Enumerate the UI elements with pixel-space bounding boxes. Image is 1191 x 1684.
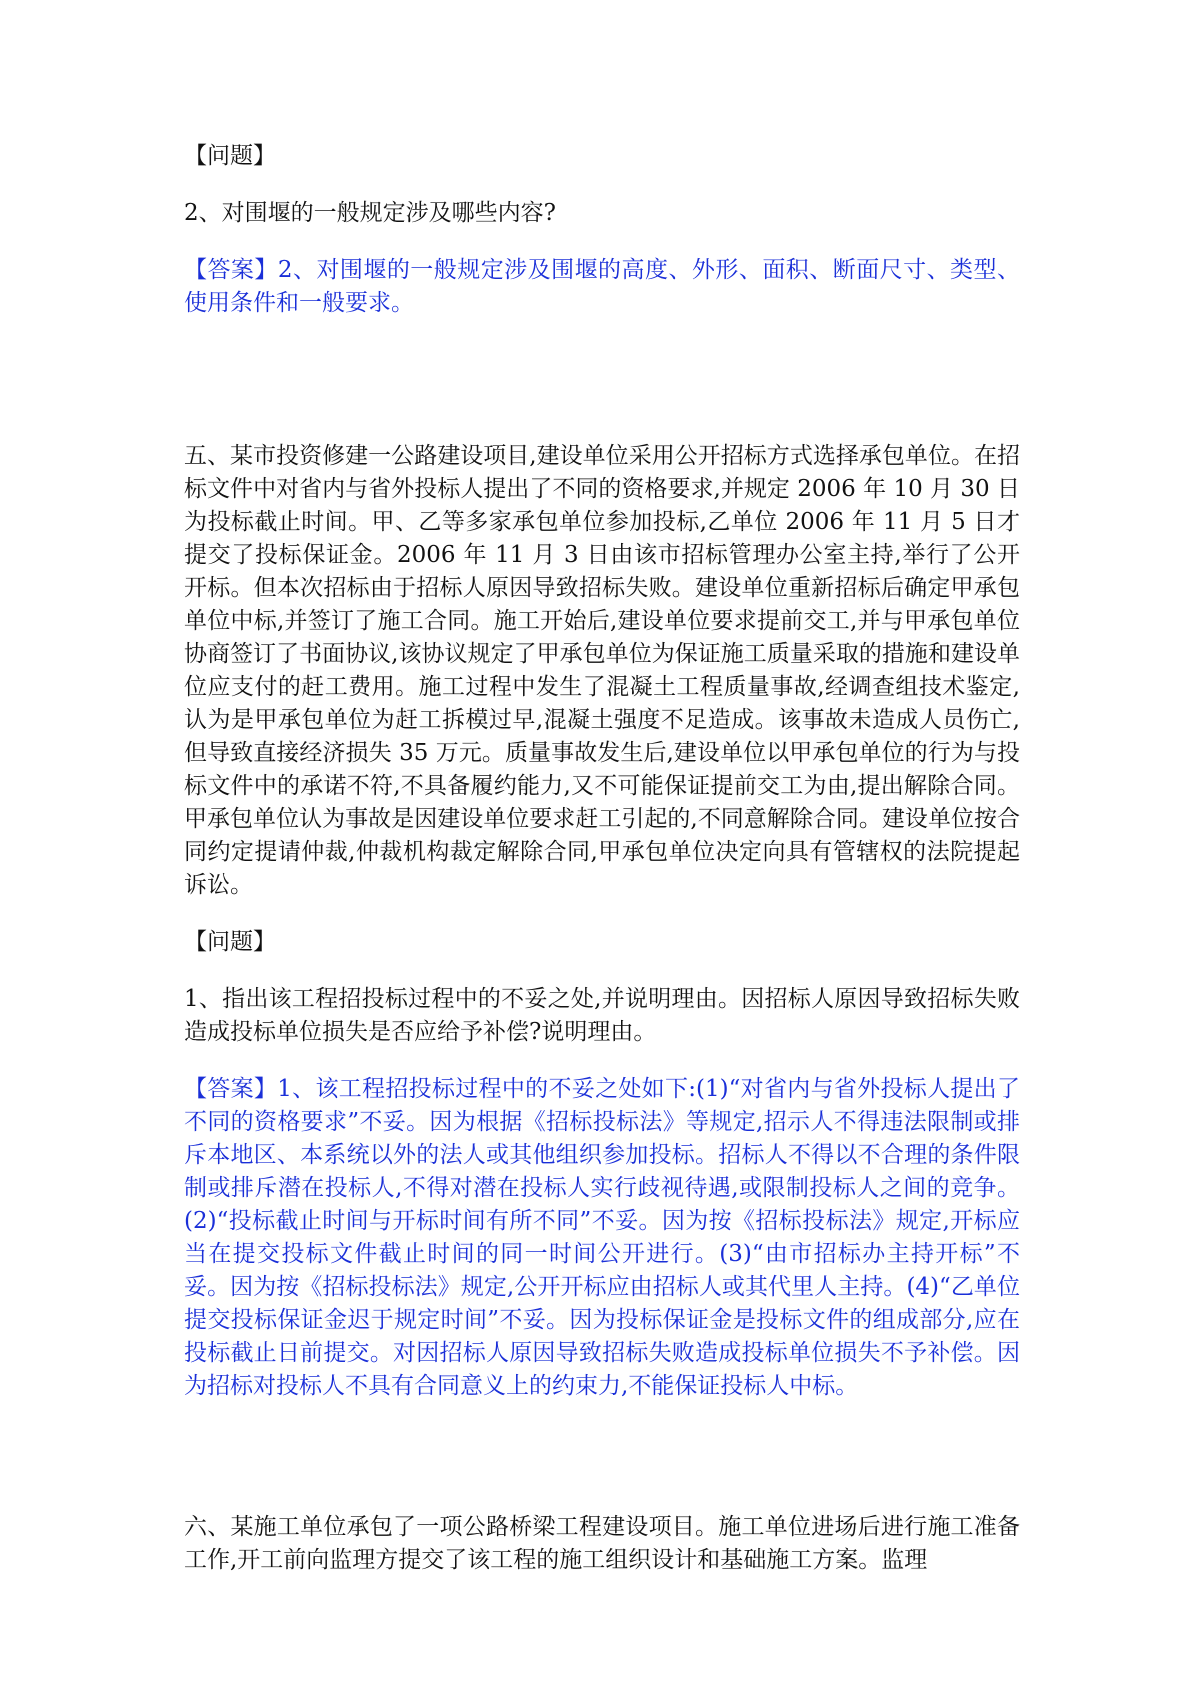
- document-page: [184, 140, 1020, 1577]
- spacer: [184, 173, 1020, 197]
- spacer: [184, 1049, 1020, 1073]
- question-text: 1、指出该工程招投标过程中的不妥之处,并说明理由。因招标人原因导致招标失败造成投标单位损失是否应给予补偿?说明理由。: [184, 986, 1020, 1045]
- case-paragraph: 六、某施工单位承包了一项公路桥梁工程建设项目。施工单位进场后进行施工准备工作,开工前向监理方提交了该工程的施工组织设计和基础施工方案。监理: [184, 1514, 1020, 1573]
- question-heading: 【问题】: [184, 143, 276, 169]
- spacer: [184, 230, 1020, 254]
- question-heading: 【问题】: [184, 929, 276, 955]
- spacer: [184, 902, 1020, 926]
- question-text: 2、对围堰的一般规定涉及哪些内容?: [184, 200, 556, 226]
- answer-text: 【答案】2、对围堰的一般规定涉及围堰的高度、外形、面积、断面尺寸、类型、使用条件和一般要求。: [184, 257, 1020, 316]
- answer-text: 【答案】1、该工程招投标过程中的不妥之处如下:(1)“对省内与省外投标人提出了不同的资格要求”不妥。因为根据《招标投标法》等规定,招示人不得违法限制或排斥本地区、本系统以外的法人或其他组织参加投标。招标人不得以不合理的条件限制或排斥潜在投标人,不得对潜在投标人实行歧视待遇,或限制投标人之间的竞争。(2)“投标截止时间与开标时间有所不同”不妥。因为按《招标投标法》规定,开标应当在提交投标文件截止时间的同一时间公开进行。(3)“由市招标办主持开标”不妥。因为按《招标投标法》规定,公开开标应由招标人或其代里人主持。(4)“乙单位提交投标保证金迟于规定时间”不妥。因为投标保证金是投标文件的组成部分,应在投标截止日前提交。对因招标人原因导致招标失败造成投标单位损失不予补偿。因为招标对投标人不具有合同意义上的约束力,不能保证投标人中标。: [184, 1076, 1020, 1399]
- spacer: [184, 959, 1020, 983]
- spacer: [184, 1403, 1020, 1511]
- case-paragraph: 五、某市投资修建一公路建设项目,建设单位采用公开招标方式选择承包单位。在招标文件中对省内与省外投标人提出了不同的资格要求,并规定 2006 年 10 月 30 日为投标截止时间。甲、乙等多家承包单位参加投标,乙单位 2006 年 11 月 5 日才提交了投标保证金。2006 年 11 月 3 日由该市招标管理办公室主持,举行了公开开标。但本次招标由于招标人原因导致招标失败。建设单位重新招标后确定甲承包单位中标,并签订了施工合同。施工开始后,建设单位要求提前交工,并与甲承包单位协商签订了书面协议,该协议规定了甲承包单位为保证施工质量采取的措施和建设单位应支付的赶工费用。施工过程中发生了混凝土工程质量事故,经调查组技术鉴定,认为是甲承包单位为赶工拆模过早,混凝土强度不足造成。该事故未造成人员伤亡,但导致直接经济损失 35 万元。质量事故发生后,建设单位以甲承包单位的行为与投标文件中的承诺不符,不具备履约能力,又不可能保证提前交工为由,提出解除合同。甲承包单位认为事故是因建设单位要求赶工引起的,不同意解除合同。建设单位按合同约定提请仲裁,仲裁机构裁定解除合同,甲承包单位决定向具有管辖权的法院提起诉讼。: [184, 443, 1020, 898]
- spacer: [184, 320, 1020, 440]
